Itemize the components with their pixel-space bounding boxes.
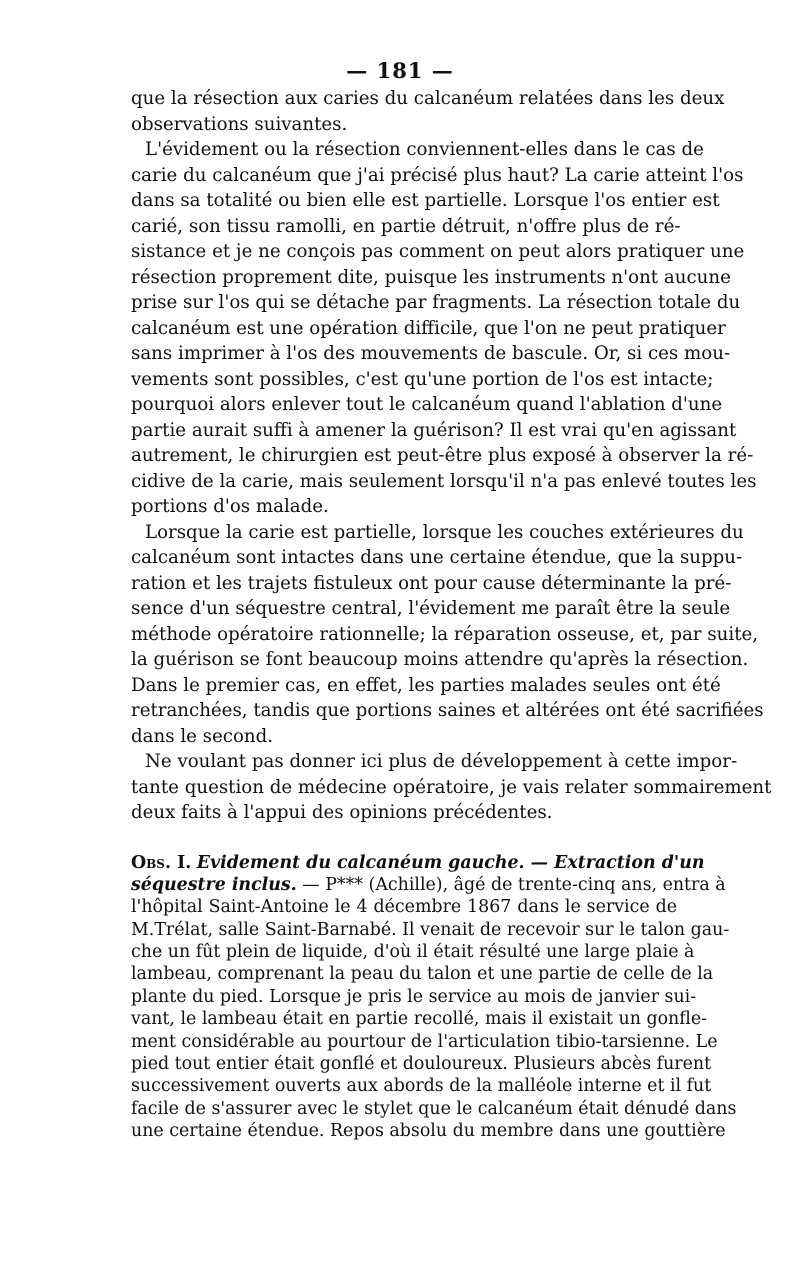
text-line: carie du calcanéum que j'ai précisé plus haut? La carie atteint l'os <box>131 164 744 186</box>
text-line: plante du pied. Lorsque je pris le service au mois de janvier sui- <box>131 986 697 1007</box>
text-line: partie aurait suffi à amener la guérison? Il est vrai qu'en agissant <box>131 419 737 441</box>
text-line: observations suivantes. <box>131 113 348 135</box>
text-line: résection proprement dite, puisque les instruments n'ont aucune <box>131 266 731 288</box>
text-line: autrement, le chirurgien est peut-être plus exposé à observer la ré- <box>131 445 754 466</box>
text-line: l'hôpital Saint-Antoine le 4 décembre 1867 dans le service de <box>131 897 677 918</box>
observation-heading-line-2 <box>131 874 726 896</box>
text-line: pied tout entier était gonflé et douloureux. Plusieurs abcès furent <box>131 1054 712 1075</box>
observation-label: Obs. I. <box>131 852 192 873</box>
observation-heading-line <box>131 852 705 874</box>
observation-lines <box>131 896 737 1142</box>
text-line: vant, le lambeau était en partie recollé, mais il existait un gonfle- <box>131 1009 708 1030</box>
text-line: successivement ouverts aux abords de la malléole interne et il fut <box>131 1076 712 1097</box>
text-line: vements sont possibles, c'est qu'une portion de l'os est intacte; <box>131 368 714 390</box>
paragraph <box>131 86 725 137</box>
section-gap <box>131 826 677 852</box>
text-line: sistance et je ne conçois pas comment on peut alors pratiquer une <box>131 241 745 262</box>
text-line: retranchées, tandis que portions saines et altérées ont été sacrifiées <box>131 700 764 721</box>
text-line: ment considérable au pourtour de l'articulation tibio-tarsienne. Le <box>131 1031 718 1052</box>
text-line: M.Trélat, salle Saint-Barnabé. Il venait de recevoir sur le talon gau- <box>131 919 730 940</box>
text-line: carié, son tissu ramolli, en partie détruit, n'offre plus de ré- <box>131 215 681 237</box>
text-line: que la résection aux caries du calcanéum relatées dans les deux <box>131 88 725 109</box>
observation-text: — P*** (Achille), âgé de trente-cinq ans, entra à <box>302 874 726 895</box>
text-line: sence d'un séquestre central, l'évidement me paraît être la seule <box>131 598 731 619</box>
observation-title: Evidement du calcanéum gauche. — Extraction d'un <box>196 852 705 873</box>
page-number: — 181 — <box>346 58 454 83</box>
text-line: lambeau, comprenant la peau du talon et une partie de celle de la <box>131 964 714 985</box>
text-line: che un fût plein de liquide, d'où il était résulté une large plaie à <box>131 942 695 963</box>
text-line: ration et les trajets fistuleux ont pour cause déterminante la pré- <box>131 572 732 594</box>
paragraph <box>131 137 757 520</box>
paragraphs <box>131 86 772 826</box>
text-line: pourquoi alors enlever tout le calcanéum quand l'ablation d'une <box>131 394 723 415</box>
text-line: sans imprimer à l'os des mouvements de bascule. Or, si ces mou- <box>131 343 731 364</box>
text-line: calcanéum est une opération difficile, que l'on ne peut pratiquer <box>131 317 726 339</box>
text-line: une certaine étendue. Repos absolu du membre dans une gouttière <box>131 1121 726 1142</box>
text-line: deux faits à l'appui des opinions précédentes. <box>131 802 553 823</box>
text-line: Dans le premier cas, en effet, les parties malades seules ont été <box>131 674 721 696</box>
text-line: méthode opératoire rationnelle; la réparation osseuse, et, par suite, <box>131 623 759 645</box>
text-line: L'évidement ou la résection conviennent-elles dans le cas de <box>145 139 704 160</box>
text-line: Lorsque la carie est partielle, lorsque les couches extérieures du <box>145 521 744 543</box>
text-line: dans sa totalité ou bien elle est partielle. Lorsque l'os entier est <box>131 190 720 211</box>
paragraph <box>131 749 772 826</box>
paragraph <box>131 520 764 750</box>
text-line: portions d'os malade. <box>131 496 329 517</box>
text-line: la guérison se font beaucoup moins attendre qu'après la résection. <box>131 649 749 670</box>
observation-block <box>131 852 737 1143</box>
text-line: tante question de médecine opératoire, je vais relater sommairement <box>131 776 772 798</box>
page-body <box>131 86 772 1143</box>
text-line: dans le second. <box>131 725 274 747</box>
text-line: prise sur l'os qui se détache par fragments. La résection totale du <box>131 292 741 313</box>
text-line: facile de s'assurer avec le stylet que le calcanéum était dénudé dans <box>131 1098 737 1119</box>
observation-title-cont: séquestre inclus. <box>131 874 297 895</box>
text-line: cidive de la carie, mais seulement lorsqu'il n'a pas enlevé toutes les <box>131 470 757 492</box>
text-line: calcanéum sont intactes dans une certaine étendue, que la suppu- <box>131 547 743 568</box>
text-line: Ne voulant pas donner ici plus de développement à cette impor- <box>145 751 738 772</box>
